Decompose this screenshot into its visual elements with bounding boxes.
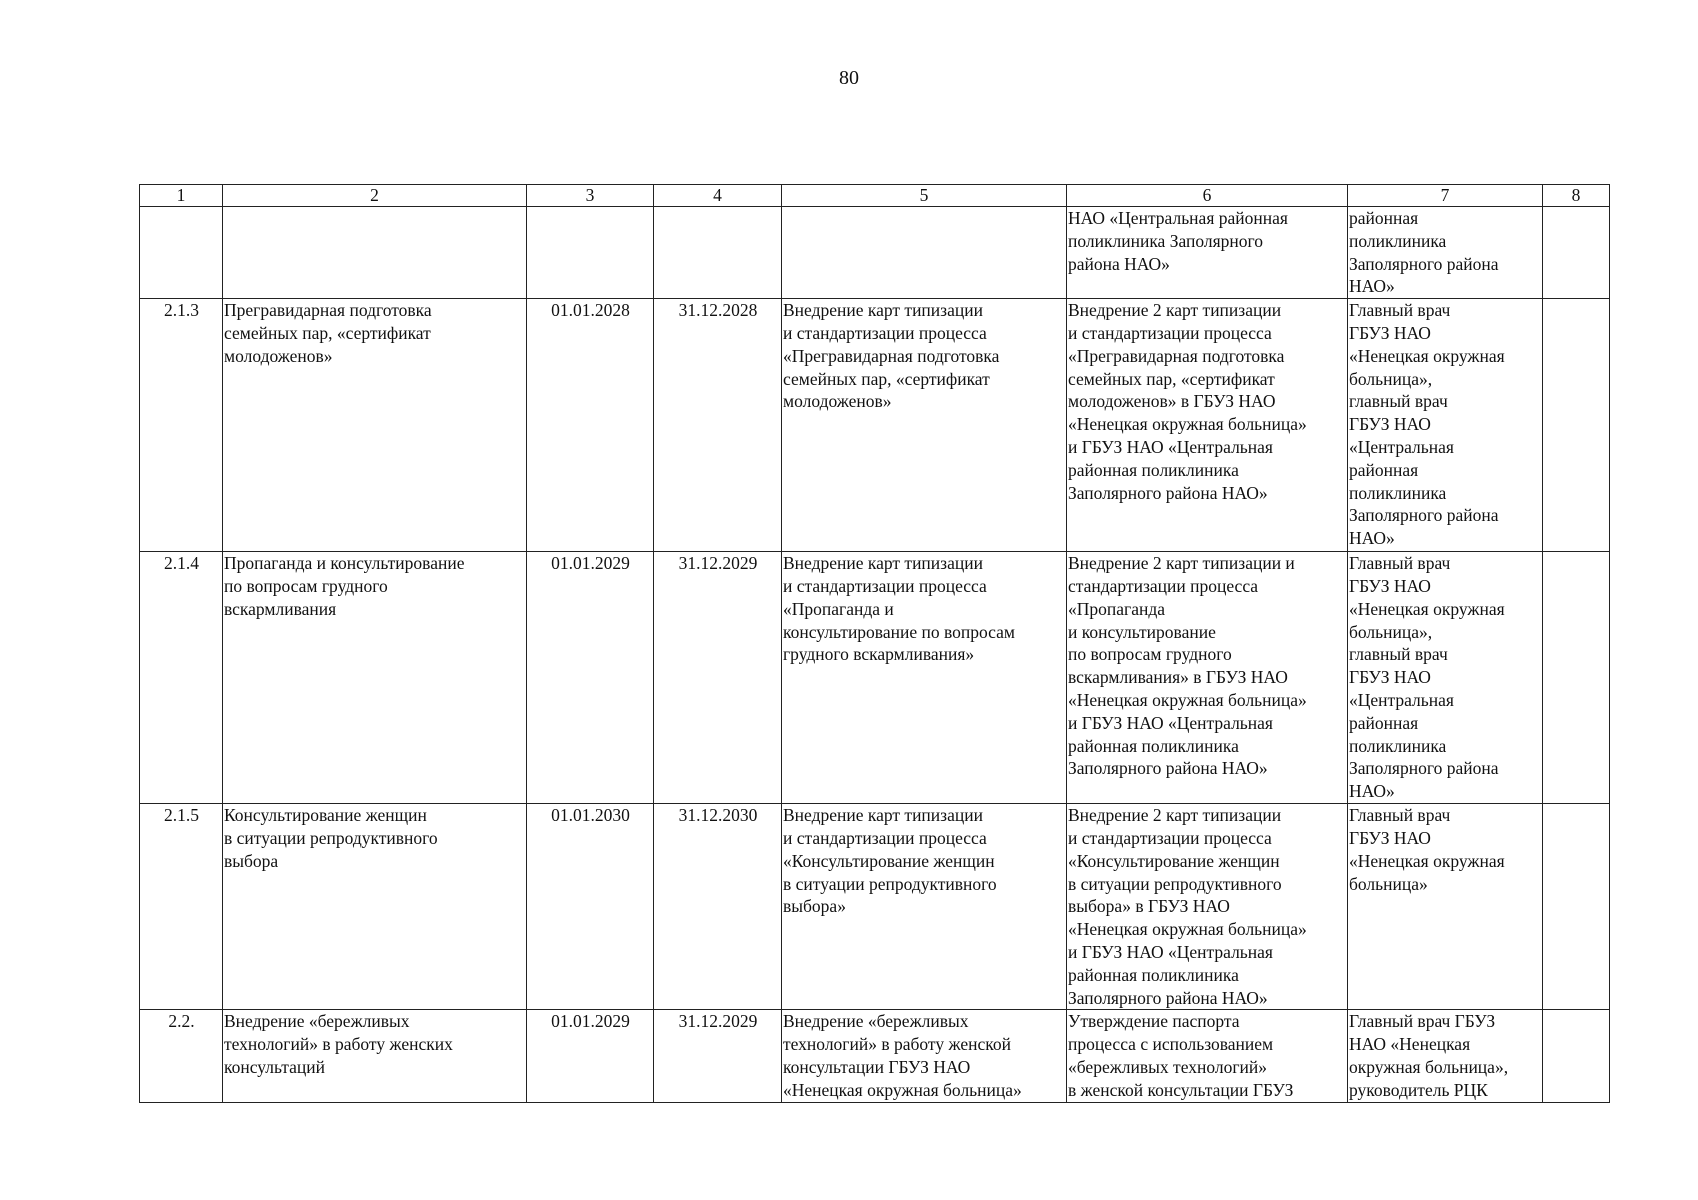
table-row bbox=[140, 299, 1610, 552]
cell-result: Внедрение карт типизации и стандартизации процесса «Прегравидарная подготовка семейных пар, «сертификат молодоженов» bbox=[782, 299, 1067, 552]
cell-number bbox=[140, 207, 223, 299]
cell-result: Внедрение «бережливых технологий» в работу женской консультации ГБУЗ НАО «Ненецкая окружная больница» bbox=[782, 1010, 1067, 1103]
cell-end-date: 31.12.2029 bbox=[654, 552, 782, 804]
column-header: 4 bbox=[654, 185, 782, 207]
cell-end-date bbox=[654, 207, 782, 299]
cell-activity: Консультирование женщин в ситуации репродуктивного выбора bbox=[223, 804, 527, 1010]
column-header: 3 bbox=[527, 185, 654, 207]
cell-indicator: Утверждение паспорта процесса с использованием «бережливых технологий» в женской консультации ГБУЗ bbox=[1067, 1010, 1348, 1103]
table-row bbox=[140, 804, 1610, 1010]
column-header: 1 bbox=[140, 185, 223, 207]
cell-indicator: НАО «Центральная районная поликлиника Заполярного района НАО» bbox=[1067, 207, 1348, 299]
cell-note bbox=[1543, 804, 1610, 1010]
cell-number: 2.1.4 bbox=[140, 552, 223, 804]
column-header: 2 bbox=[223, 185, 527, 207]
cell-responsible: районная поликлиника Заполярного района НАО» bbox=[1348, 207, 1543, 299]
cell-note bbox=[1543, 207, 1610, 299]
cell-number: 2.2. bbox=[140, 1010, 223, 1103]
cell-end-date: 31.12.2029 bbox=[654, 1010, 782, 1103]
cell-activity: Внедрение «бережливых технологий» в работу женских консультаций bbox=[223, 1010, 527, 1103]
page-number: 80 bbox=[839, 67, 859, 89]
plan-table bbox=[139, 184, 1610, 1103]
cell-start-date: 01.01.2029 bbox=[527, 1010, 654, 1103]
cell-note bbox=[1543, 299, 1610, 552]
cell-start-date bbox=[527, 207, 654, 299]
cell-responsible: Главный врач ГБУЗ НАО «Ненецкая окружная больница», руководитель РЦК bbox=[1348, 1010, 1543, 1103]
cell-responsible: Главный врач ГБУЗ НАО «Ненецкая окружная больница», главный врач ГБУЗ НАО «Центральная районная поликлиника Заполярного района НАО» bbox=[1348, 299, 1543, 552]
cell-number: 2.1.3 bbox=[140, 299, 223, 552]
cell-note bbox=[1543, 1010, 1610, 1103]
cell-indicator: Внедрение 2 карт типизации и стандартизации процесса «Прегравидарная подготовка семейных пар, «сертификат молодоженов» в ГБУЗ НАО «Ненецкая окружная больница» и ГБУЗ НАО «Центральная районная поликлиника Заполярного района НАО» bbox=[1067, 299, 1348, 552]
cell-activity: Прегравидарная подготовка семейных пар, «сертификат молодоженов» bbox=[223, 299, 527, 552]
cell-indicator: Внедрение 2 карт типизации и стандартизации процесса «Консультирование женщин в ситуации репродуктивного выбора» в ГБУЗ НАО «Ненецкая окружная больница» и ГБУЗ НАО «Центральная районная поликлиника Заполярного района НАО» bbox=[1067, 804, 1348, 1010]
cell-end-date: 31.12.2030 bbox=[654, 804, 782, 1010]
column-header: 8 bbox=[1543, 185, 1610, 207]
cell-responsible: Главный врач ГБУЗ НАО «Ненецкая окружная больница» bbox=[1348, 804, 1543, 1010]
column-header: 7 bbox=[1348, 185, 1543, 207]
cell-start-date: 01.01.2029 bbox=[527, 552, 654, 804]
table-row bbox=[140, 1010, 1610, 1103]
cell-activity: Пропаганда и консультирование по вопросам грудного вскармливания bbox=[223, 552, 527, 804]
cell-start-date: 01.01.2030 bbox=[527, 804, 654, 1010]
header-row bbox=[140, 185, 1610, 207]
cell-result: Внедрение карт типизации и стандартизации процесса «Консультирование женщин в ситуации репродуктивного выбора» bbox=[782, 804, 1067, 1010]
cell-responsible: Главный врач ГБУЗ НАО «Ненецкая окружная больница», главный врач ГБУЗ НАО «Центральная районная поликлиника Заполярного района НАО» bbox=[1348, 552, 1543, 804]
table-row bbox=[140, 552, 1610, 804]
cell-result bbox=[782, 207, 1067, 299]
cell-end-date: 31.12.2028 bbox=[654, 299, 782, 552]
cell-start-date: 01.01.2028 bbox=[527, 299, 654, 552]
cell-activity bbox=[223, 207, 527, 299]
column-header: 5 bbox=[782, 185, 1067, 207]
column-header: 6 bbox=[1067, 185, 1348, 207]
cell-number: 2.1.5 bbox=[140, 804, 223, 1010]
cell-indicator: Внедрение 2 карт типизации и стандартизации процесса «Пропаганда и консультирование по вопросам грудного вскармливания» в ГБУЗ НАО «Ненецкая окружная больница» и ГБУЗ НАО «Центральная районная поликлиника Заполярного района НАО» bbox=[1067, 552, 1348, 804]
cell-result: Внедрение карт типизации и стандартизации процесса «Пропаганда и консультирование по вопросам грудного вскармливания» bbox=[782, 552, 1067, 804]
cell-note bbox=[1543, 552, 1610, 804]
table-row bbox=[140, 207, 1610, 299]
